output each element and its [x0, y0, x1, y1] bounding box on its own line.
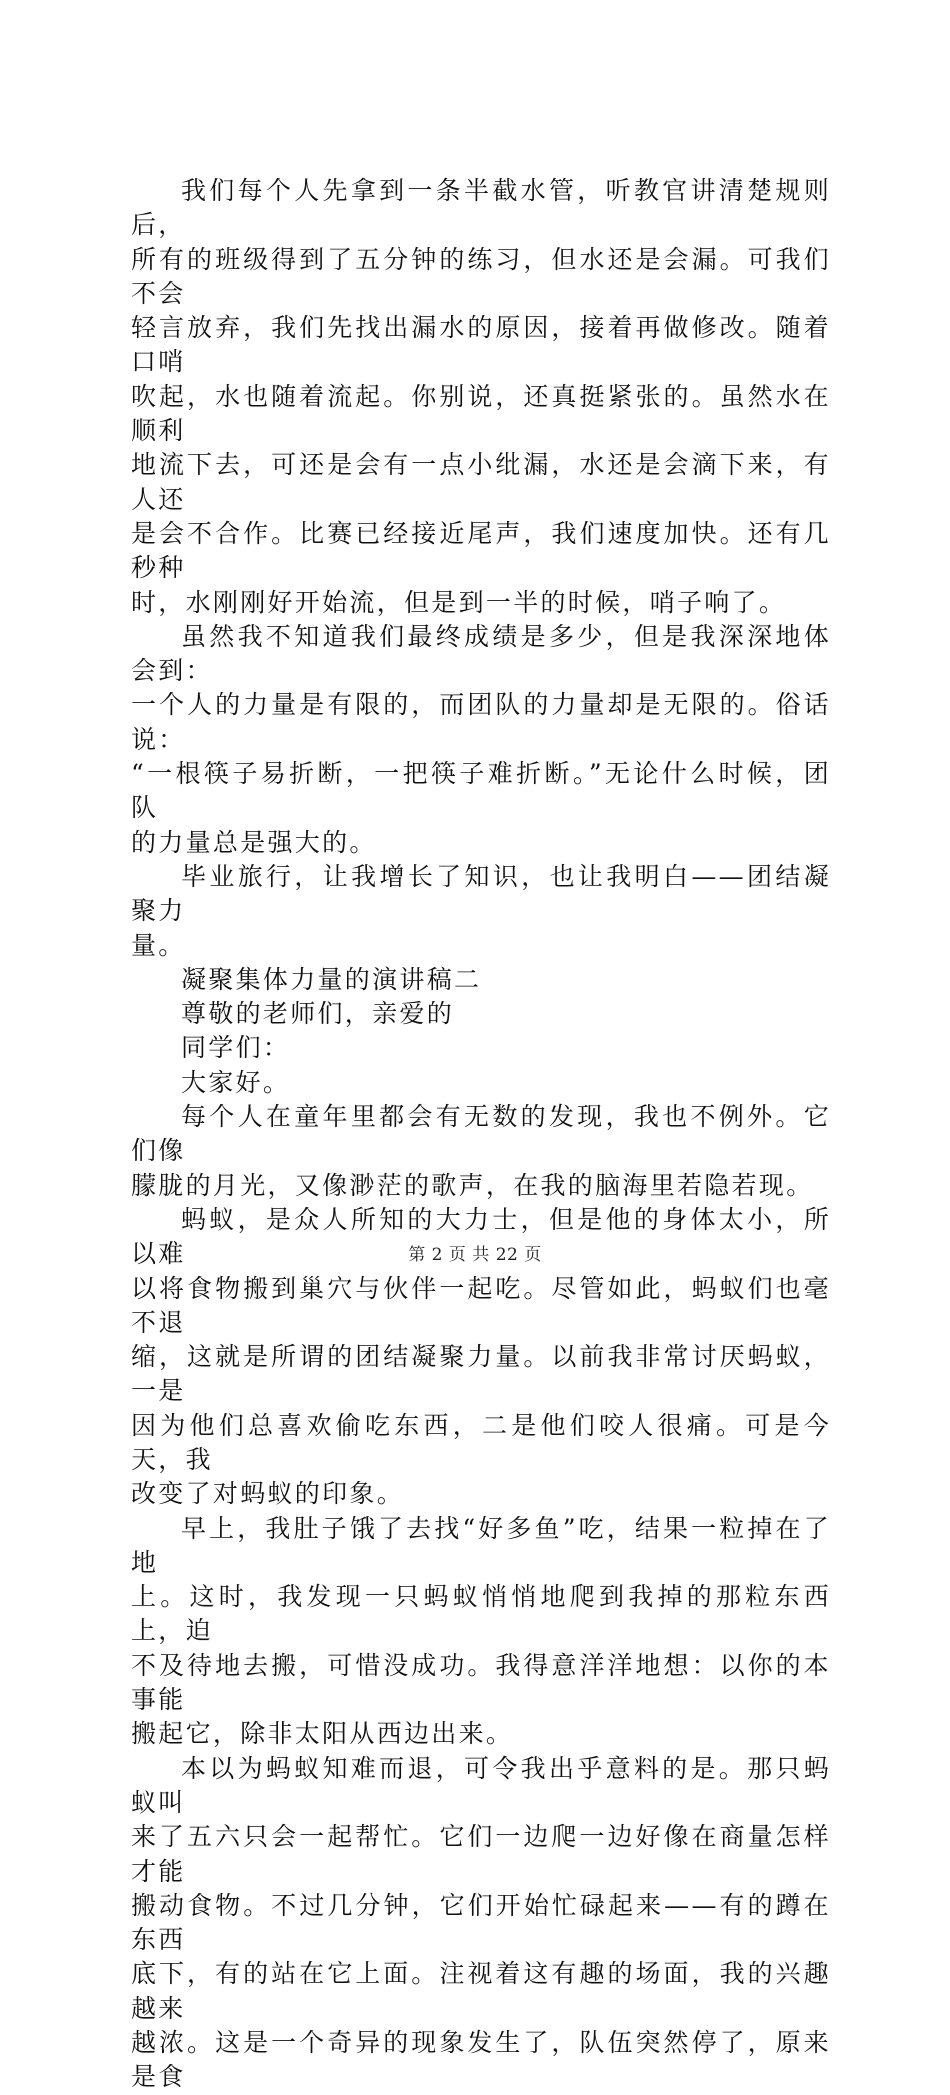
salutation: 同学们： [181, 1033, 291, 1063]
page-footer: 第 2 页 共 22 页 [408, 1245, 542, 1265]
paragraph: 早上，我肚子饿了去找“好多鱼”吃，结果一粒掉在了地 上。这时，我发现一只蚂蚁悄悄地爬到我掉的那粒东西上，迫 不及待地去搬，可惜没成功。我得意洋洋地想：以你的本事能 搬起它，除非太阳从西边出来。 [131, 1513, 831, 1749]
paragraph: 毕业旅行，让我增长了知识，也让我明白——团结凝聚力 量。 [131, 861, 831, 960]
greeting: 大家好。 [181, 1067, 291, 1097]
paragraph: 我们每个人先拿到一条半截水管，听教官讲清楚规则后， 所有的班级得到了五分钟的练习，但水还是会漏。可我们不会 轻言放弃，我们先找出漏水的原因，接着再做修改。随着口哨 吹起，水也随着流起。你别说，还真挺紧张的。虽然水在顺利 地流下去，可还是会有一点小纰漏，水还是会滴下来，有人还 是会不合作。比赛已经接近尾声，我们速度加快。还有几秒种 时，水刚刚好开始流，但是到一半的时候，哨子响了。 [131, 176, 831, 617]
section-heading: 凝聚集体力量的演讲稿二 [181, 964, 482, 994]
paragraph: 本以为蚂蚁知难而退，可令我出乎意料的是。那只蚂蚁叫 来了五六只会一起帮忙。它们一边爬一边好像在商量怎样才能 搬动食物。不过几分钟，它们开始忙碌起来——有的蹲在东西 底下，有的站在它上面。注视着这有趣的场面，我的兴趣越来 越浓。这是一个奇异的现象发生了，队伍突然停了，原来是食 [131, 1753, 831, 2092]
body-text [131, 174, 831, 2095]
paragraph: 每个人在童年里都会有无数的发现，我也不例外。它们像 朦胧的月光，又像渺茫的歌声，在我的脑海里若隐若现。 [131, 1102, 831, 1200]
paragraph: 蚂蚁，是众人所知的大力士，但是他的身体太小，所以难 以将食物搬到巢穴与伙伴一起吃。尽管如此，蚂蚁们也毫不退 缩，这就是所谓的团结凝聚力量。以前我非常讨厌蚂蚁，一是 因为他们总喜欢偷吃东西，二是他们咬人很痛。可是今天，我 改变了对蚂蚁的印象。 [131, 1204, 831, 1509]
paragraph: 虽然我不知道我们最终成绩是多少，但是我深深地体会到： 一个人的力量是有限的，而团队的力量却是无限的。俗话说： “一根筷子易折断，一把筷子难折断。”无论什么时候，团队 的力量总是强大的。 [131, 621, 831, 857]
salutation: 尊敬的老师们，亲爱的 [181, 999, 455, 1029]
